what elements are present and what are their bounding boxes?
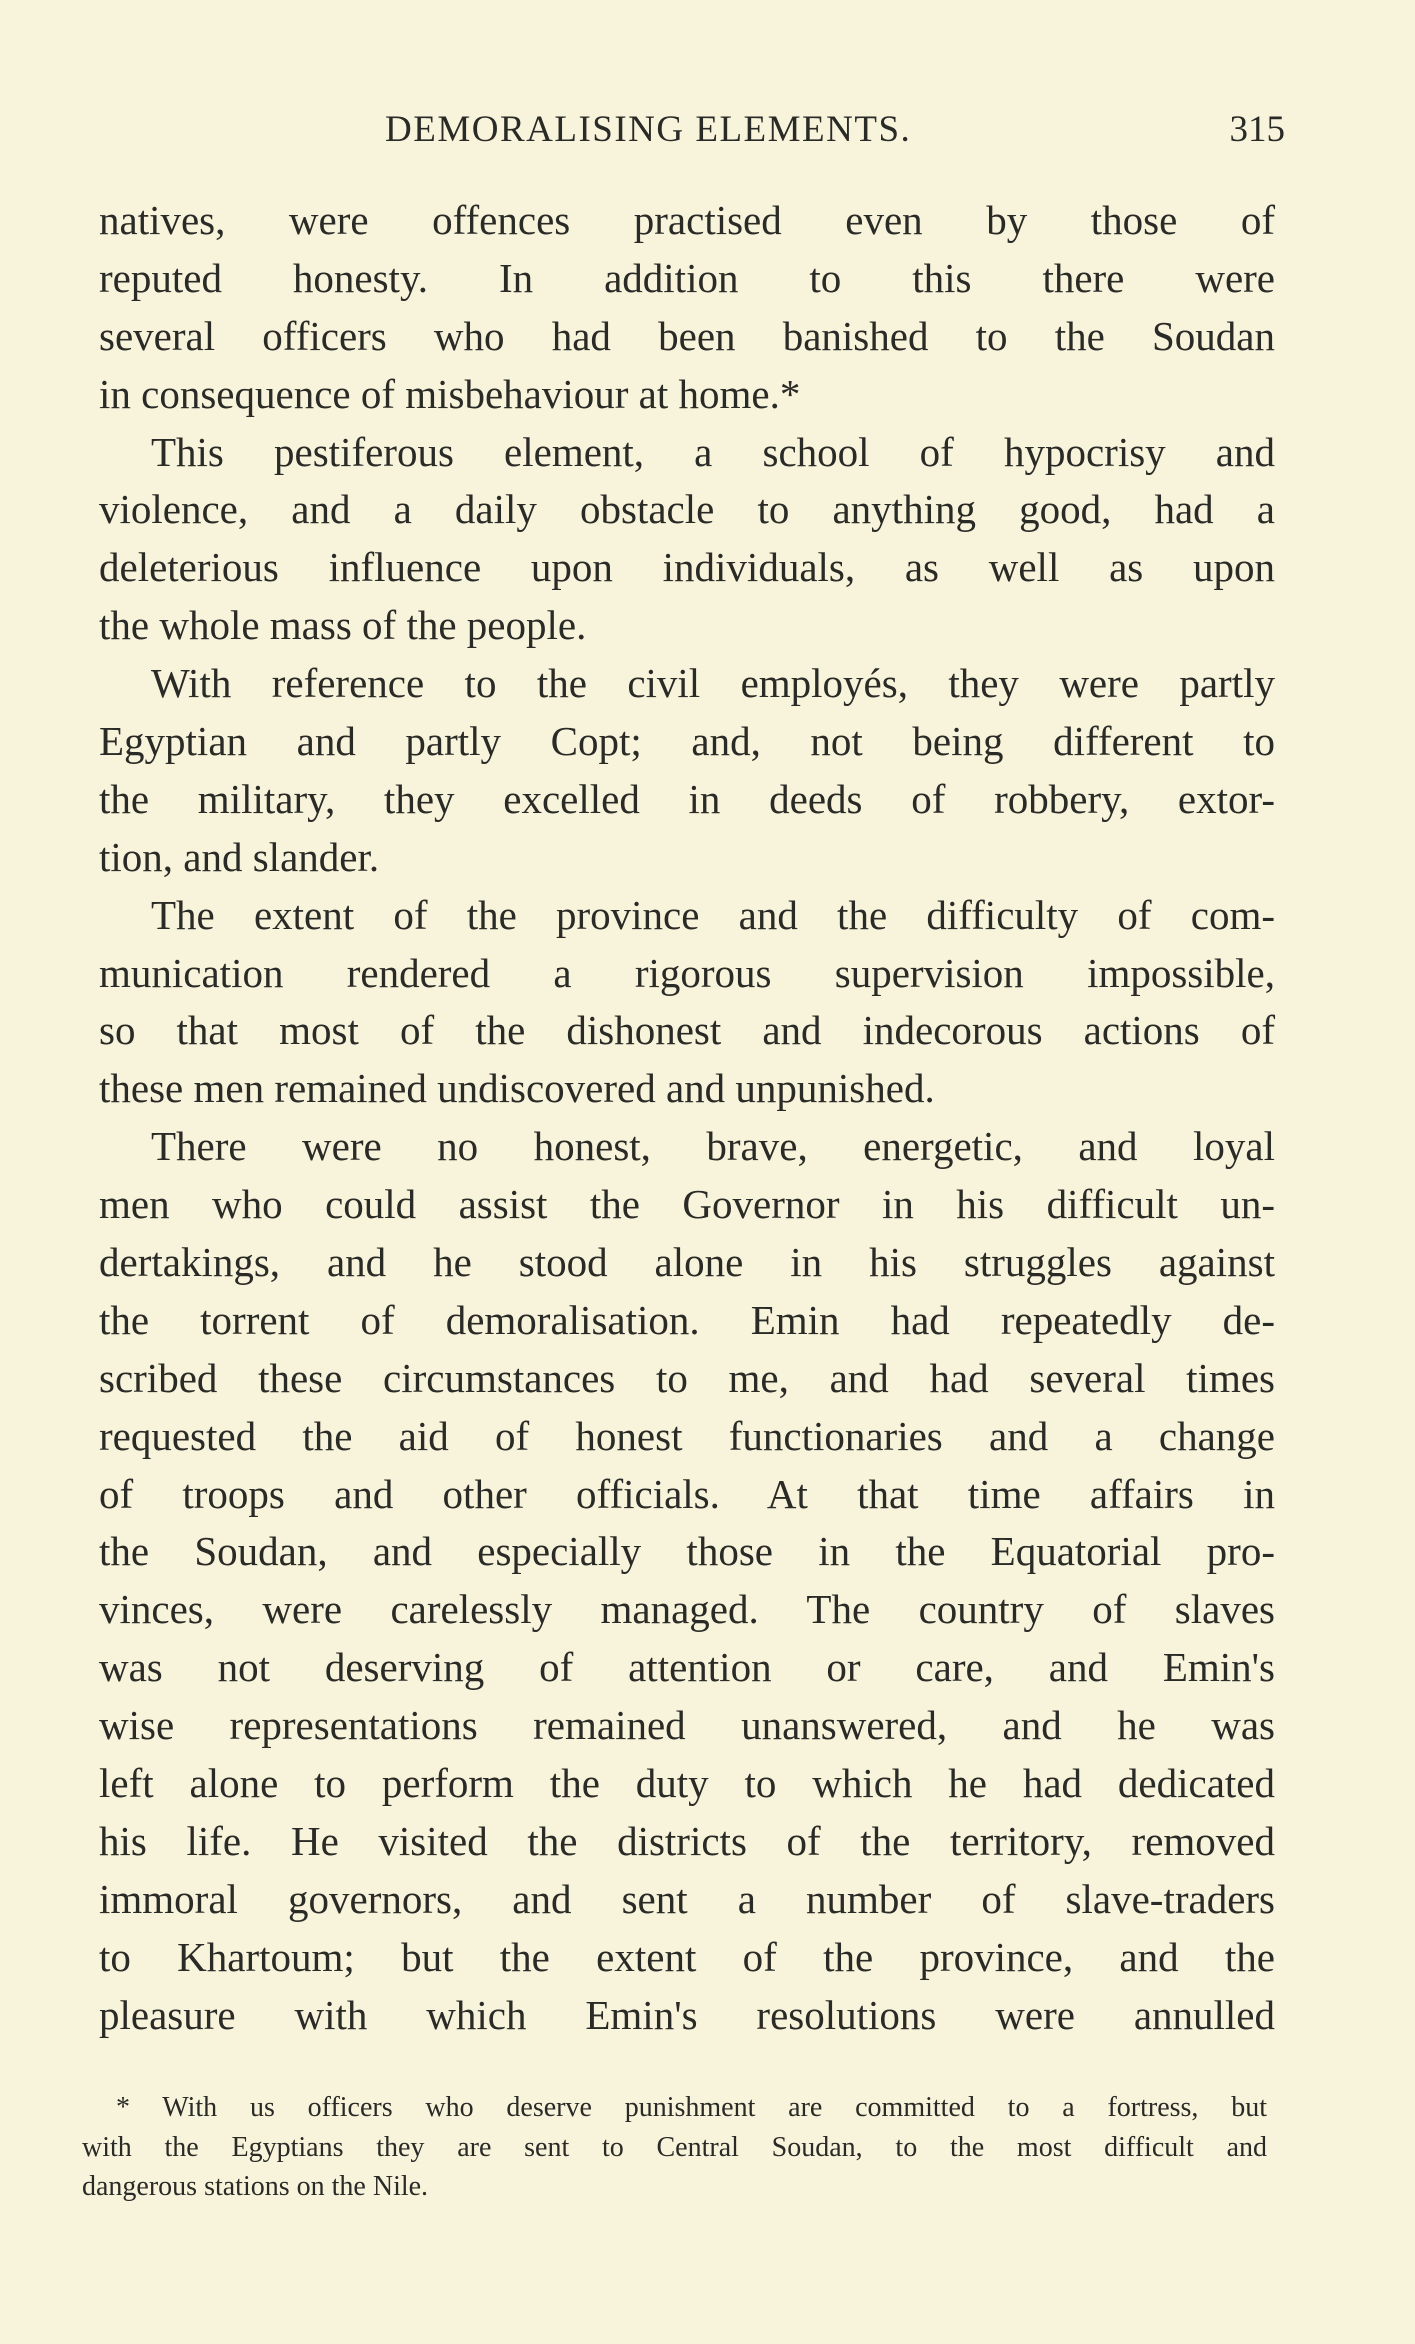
text-line: reputed honesty. In addition to this there were	[99, 254, 1275, 301]
text-line: several officers who had been banished to the Soudan	[99, 312, 1275, 359]
running-title: DEMORALISING ELEMENTS.	[385, 109, 912, 150]
paragraph	[99, 192, 1275, 424]
text-line: The extent of the province and the difficulty of com-	[151, 891, 1275, 938]
text-line: violence, and a daily obstacle to anything good, had a	[99, 486, 1275, 533]
text-line: men who could assist the Governor in his difficult un-	[99, 1181, 1275, 1228]
text-line: This pestiferous element, a school of hypocrisy and	[151, 428, 1275, 475]
paragraph	[99, 887, 1275, 1119]
footnote	[82, 2088, 1267, 2207]
text-line: deleterious influence upon individuals, as well as upon	[99, 544, 1275, 591]
text-line: the military, they excelled in deeds of robbery, extor-	[99, 775, 1275, 822]
text-line: was not deserving of attention or care, and Emin's	[99, 1644, 1275, 1691]
text-line: to Khartoum; but the extent of the province, and the	[99, 1933, 1275, 1980]
text-line: requested the aid of honest functionaries and a change	[99, 1412, 1275, 1459]
text-line: left alone to perform the duty to which he had dedicated	[99, 1760, 1275, 1807]
text-line: scribed these circumstances to me, and had several times	[99, 1354, 1275, 1401]
text-line: the torrent of demoralisation. Emin had repeatedly de-	[99, 1296, 1275, 1343]
text-line: There were no honest, brave, energetic, and loyal	[151, 1123, 1275, 1170]
text-line: natives, were offences practised even by those of	[99, 197, 1275, 243]
text-line: so that most of the dishonest and indecorous actions of	[99, 1007, 1275, 1054]
text-line: the Soudan, and especially those in the Equatorial pro-	[99, 1528, 1275, 1575]
text-line: vinces, were carelessly managed. The country of slaves	[99, 1586, 1275, 1633]
text-line: Egyptian and partly Copt; and, not being different to	[99, 718, 1275, 765]
paragraph	[99, 655, 1275, 887]
text-line: wise representations remained unanswered, and he was	[99, 1702, 1275, 1749]
text-line: of troops and other officials. At that time affairs in	[99, 1470, 1275, 1517]
running-header	[385, 108, 1285, 158]
text-line: pleasure with which Emin's resolutions were annulled	[99, 1991, 1275, 2038]
text-line: his life. He visited the districts of the territory, removed	[99, 1817, 1275, 1864]
body-text	[99, 192, 1275, 2045]
text-line: these men remained undiscovered and unpunished.	[99, 1065, 935, 1112]
footnote-line: * With us officers who deserve punishment are committed to a fortress, but	[116, 2092, 1267, 2123]
paragraph	[99, 424, 1275, 656]
text-line: With reference to the civil employés, they were partly	[151, 660, 1275, 707]
text-line: tion, and slander.	[99, 833, 380, 880]
text-line: munication rendered a rigorous supervision impossible,	[99, 949, 1275, 996]
page-number: 315	[1229, 109, 1285, 150]
footnote-line: dangerous stations on the Nile.	[82, 2171, 429, 2202]
text-line: dertakings, and he stood alone in his struggles against	[99, 1239, 1275, 1286]
text-line: immoral governors, and sent a number of slave-traders	[99, 1875, 1275, 1922]
footnote-line: with the Egyptians they are sent to Central Soudan, to the most difficult and	[82, 2131, 1267, 2163]
paragraph	[99, 1118, 1275, 2044]
text-line: the whole mass of the people.	[99, 602, 587, 649]
text-line: in consequence of misbehaviour at home.*	[99, 370, 801, 417]
